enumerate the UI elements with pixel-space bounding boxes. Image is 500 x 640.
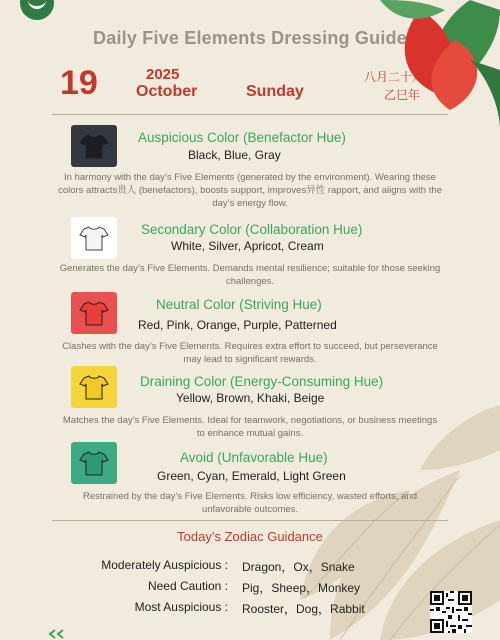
- section-title-draining: Draining Color (Energy-Consuming Hue): [140, 374, 384, 389]
- double-chevron-left-icon: [46, 628, 68, 640]
- swatch-neutral: [71, 292, 117, 334]
- section-colors-auspicious: Black, Blue, Gray: [188, 148, 281, 162]
- section-desc-auspicious: In harmony with the day’s Five Elements (generated by the environment). Wearing these colors attracts贵人 (benefactors), boosts support, improves异性 rapport, and aligns with the day’s energy flow.: [58, 172, 442, 209]
- section-title-auspicious: Auspicious Color (Benefactor Hue): [138, 130, 346, 145]
- date-weekday: Sunday: [246, 83, 304, 100]
- section-desc-neutral: Clashes with the day’s Five Elements. Requires extra effort to succeed, but perseverance may lead to significant rewards.: [62, 341, 438, 365]
- section-colors-avoid: Green, Cyan, Emerald, Light Green: [157, 469, 346, 483]
- section-colors-secondary: White, Silver, Apricot, Cream: [171, 239, 324, 253]
- lunar-year: 乙巳年: [384, 88, 421, 102]
- tshirt-icon: [79, 300, 109, 326]
- tshirt-icon: [79, 133, 109, 159]
- tshirt-icon: [79, 374, 109, 400]
- zodiac-label-most: Most Auspicious :: [134, 600, 228, 614]
- date-day: 19: [60, 64, 98, 102]
- swatch-auspicious: [71, 125, 117, 167]
- tshirt-icon: [79, 450, 109, 476]
- swatch-avoid: [71, 442, 117, 484]
- section-title-secondary: Secondary Color (Collaboration Hue): [141, 222, 363, 237]
- zodiac-title: Today’s Zodiac Guidance: [177, 529, 323, 544]
- section-title-avoid: Avoid (Unfavorable Hue): [180, 450, 328, 465]
- section-desc-secondary: Generates the day’s Five Elements. Demands mental resilience; suitable for those seeking challenges.: [59, 263, 441, 287]
- zodiac-value-moderate: Dragon，Ox，Snake: [242, 560, 355, 574]
- zodiac-label-moderate: Moderately Auspicious :: [101, 558, 228, 572]
- page-title: Daily Five Elements Dressing Guide: [93, 28, 407, 48]
- swatch-secondary: [71, 217, 117, 259]
- swatch-draining: [71, 366, 117, 408]
- tshirt-icon: [79, 225, 109, 251]
- date-month: October: [136, 83, 198, 100]
- section-title-neutral: Neutral Color (Striving Hue): [156, 297, 322, 312]
- zodiac-value-caution: Pig，Sheep，Monkey: [242, 581, 361, 595]
- section-colors-draining: Yellow, Brown, Khaki, Beige: [176, 391, 325, 405]
- section-desc-draining: Matches the day’s Five Elements. Ideal for teamwork, negotiations, or business meetings to enhance mutual gains.: [62, 415, 438, 439]
- zodiac-value-most: Rooster，Dog，Rabbit: [242, 602, 365, 616]
- date-year: 2025: [146, 66, 180, 83]
- divider-bottom: [52, 520, 448, 521]
- qr-code-icon: [430, 591, 472, 633]
- divider-top: [52, 114, 448, 115]
- section-desc-avoid: Restrained by the day’s Five Elements. Risks low efficiency, wasted efforts, and unfavorable outcomes.: [82, 491, 418, 515]
- lunar-date: 八月二十八: [364, 70, 425, 84]
- zodiac-label-caution: Need Caution :: [147, 579, 228, 593]
- section-colors-neutral: Red, Pink, Orange, Purple, Patterned: [138, 318, 337, 332]
